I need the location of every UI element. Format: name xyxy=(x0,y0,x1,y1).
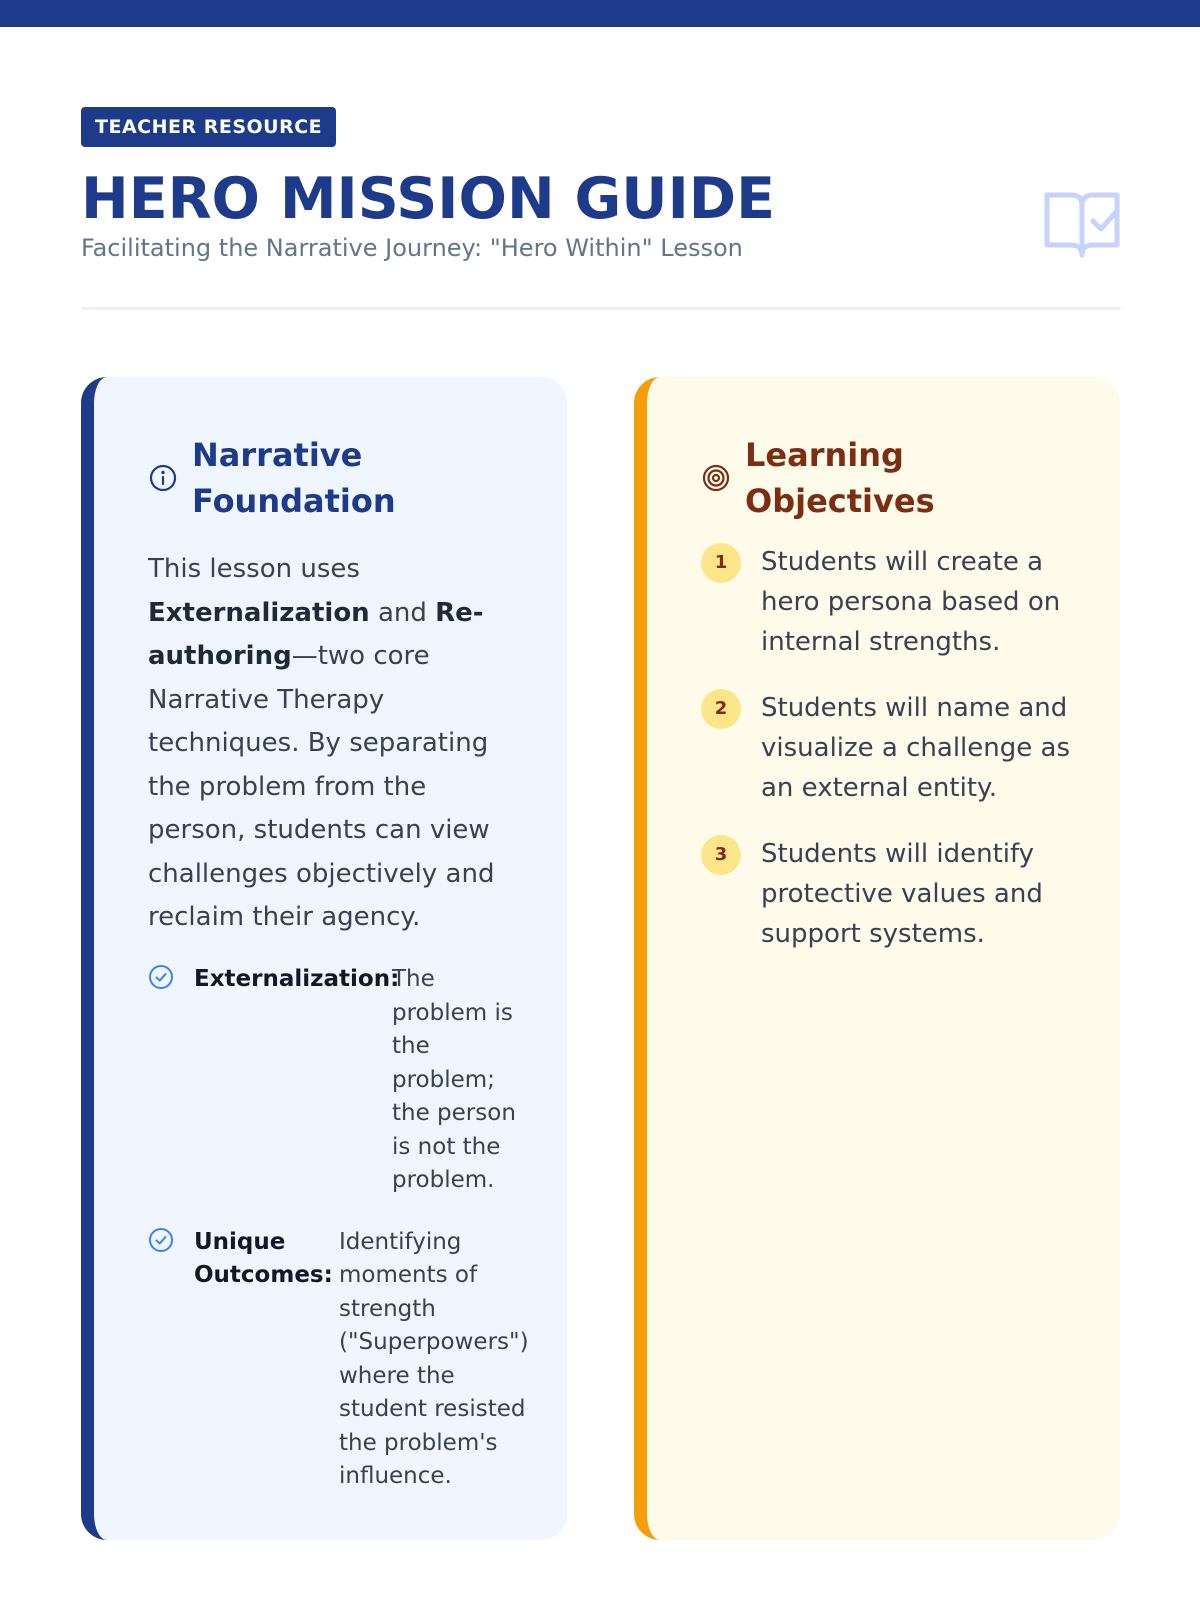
intro-bold-reauthoring: Re-authoring xyxy=(148,597,484,671)
check-circle-icon xyxy=(148,1227,174,1253)
objective-number: 1 xyxy=(701,543,741,583)
objective-number: 3 xyxy=(701,835,741,875)
definition-item xyxy=(148,1226,538,1494)
definition-term: Unique Outcomes: xyxy=(194,1228,333,1288)
definition-term: Externalization: xyxy=(194,966,400,992)
objective-item xyxy=(701,834,1081,954)
objective-text: Students will identify protective values and support systems. xyxy=(761,839,1043,949)
objectives-card-title: Learning Objectives xyxy=(745,436,935,520)
target-icon xyxy=(701,463,731,493)
objective-item xyxy=(701,688,1081,808)
objective-text: Students will create a hero persona based on internal strengths. xyxy=(761,547,1061,657)
definition-text: The problem is the problem; the person is not the problem. xyxy=(392,966,516,1193)
narrative-card-header xyxy=(148,432,452,524)
learning-objectives-card xyxy=(634,377,1120,1540)
narrative-intro xyxy=(148,548,503,940)
intro-text-3: —two core Narrative Therapy techniques. By separating the problem from the person, students can view challenges objectively and reclaim their agency. xyxy=(148,641,495,932)
resource-badge: TEACHER RESOURCE xyxy=(81,107,336,147)
intro-text-2: and xyxy=(369,597,436,628)
narrative-foundation-card xyxy=(81,377,567,1540)
page-header xyxy=(81,107,1121,307)
objectives-list xyxy=(701,542,1081,980)
definition-text: Identifying moments of strength ("Superpowers") where the student resisted the problem's influence. xyxy=(339,1228,529,1489)
intro-bold-externalization: Externalization xyxy=(148,597,370,628)
check-circle-icon xyxy=(148,964,174,990)
objectives-card-header xyxy=(701,432,1005,524)
objective-item xyxy=(701,542,1081,662)
narrative-card-title: Narrative Foundation xyxy=(192,436,396,520)
top-accent-bar xyxy=(0,0,1200,27)
page-title: HERO MISSION GUIDE xyxy=(81,166,776,232)
objective-text: Students will name and visualize a challenge as an external entity. xyxy=(761,693,1070,803)
page-subtitle: Facilitating the Narrative Journey: "Hero Within" Lesson xyxy=(81,234,743,262)
definitions-list xyxy=(148,963,538,1522)
objective-number: 2 xyxy=(701,689,741,729)
definition-item xyxy=(148,963,538,1198)
book-check-icon xyxy=(1043,189,1121,259)
intro-text-1: This lesson uses xyxy=(148,554,360,584)
info-circle-icon xyxy=(148,463,178,493)
header-divider xyxy=(81,307,1121,310)
